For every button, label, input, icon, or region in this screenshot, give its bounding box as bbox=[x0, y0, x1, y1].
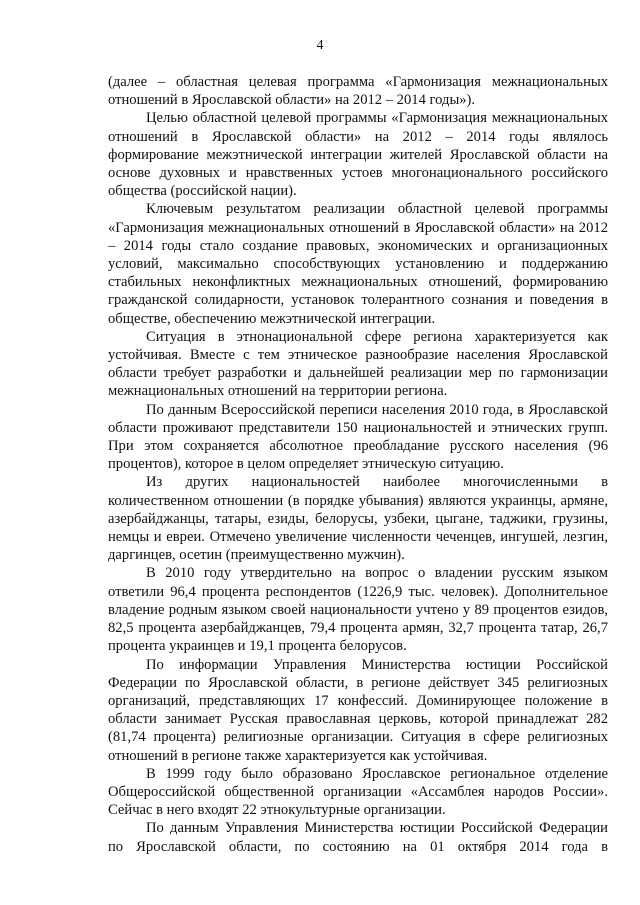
paragraph-4: Ситуация в этнонациональной сфере региона характеризуется как устойчивая. Вместе с тем этническое разнообразие населения Ярославской области требует разработки и дальнейшей реализации мер по гармонизации межнациональных отношений на территории региона. bbox=[108, 328, 608, 400]
paragraph-10: По данным Управления Министерства юстиции Российской Федерации по Ярославской области, по состоянию на 01 октября 2014 года в bbox=[108, 820, 608, 855]
page-number: 4 bbox=[316, 38, 324, 53]
paragraph-2: Целью областной целевой программы «Гармонизация межнациональных отношений в Ярославской области» на 2012 – 2014 годы являлось формирование межэтнической интеграции жителей Ярославской области на основе духовных и нравственных устоев многонационального российского общества (российской нации). bbox=[108, 110, 608, 200]
paragraph-8: По информации Управления Министерства юстиции Российской Федерации по Ярославской области, в регионе действует 345 религиозных организаций, представляющих 17 конфессий. Доминирующее положение в области занимает Русская православная церковь, которой принадлежат 282 (81,74 процента) религиозные организации. Ситуация в сфере религиозных отношений в регионе также характеризуется как устойчивая. bbox=[108, 656, 608, 764]
paragraph-7: В 2010 году утвердительно на вопрос о владении русским языком ответили 96,4 процента респондентов (1226,9 тыс. человек). Дополнительное владение родным языком своей национальности учтено у 89 процентов езидов, 82,5 процента азербайджанцев, 79,4 процента армян, 32,7 процента татар, 26,7 процента украинцев и 19,1 процента белорусов. bbox=[108, 565, 608, 655]
paragraph-5: По данным Всероссийской переписи населения 2010 года, в Ярославской области проживают представители 150 национальностей и этнических групп. При этом сохраняется абсолютное преобладание русского населения (96 процентов), которое в целом определяет этническую ситуацию. bbox=[108, 401, 608, 473]
paragraph-6: Из других национальностей наиболее многочисленными в количественном отношении (в порядке убывания) являются украинцы, армяне, азербайджанцы, татары, езиды, белорусы, узбеки, цыгане, таджики, грузины, немцы и евреи. Отмечено увеличение численности чеченцев, ингушей, лезгин, даргинцев, осетин (преимущественно мужчин). bbox=[108, 474, 608, 564]
document-body bbox=[108, 73, 608, 856]
paragraph-3: Ключевым результатом реализации областной целевой программы «Гармонизация межнациональных отношений в Ярославской области» на 2012 – 2014 годы стало создание правовых, экономических и организационных условий, максимально способствующих установлению и поддержанию стабильных неконфликтных межнациональных отношений, формированию гражданской солидарности, установок толерантного сознания и поведения в обществе, обеспечению межэтнической интеграции. bbox=[108, 201, 608, 327]
paragraph-1: (далее – областная целевая программа «Гармонизация межнациональных отношений в Ярославской области» на 2012 – 2014 годы»). bbox=[108, 74, 608, 109]
paragraph-9: В 1999 году было образовано Ярославское региональное отделение Общероссийской общественной организации «Ассамблея народов России». Сейчас в него входят 22 этнокультурные организации. bbox=[108, 765, 608, 819]
